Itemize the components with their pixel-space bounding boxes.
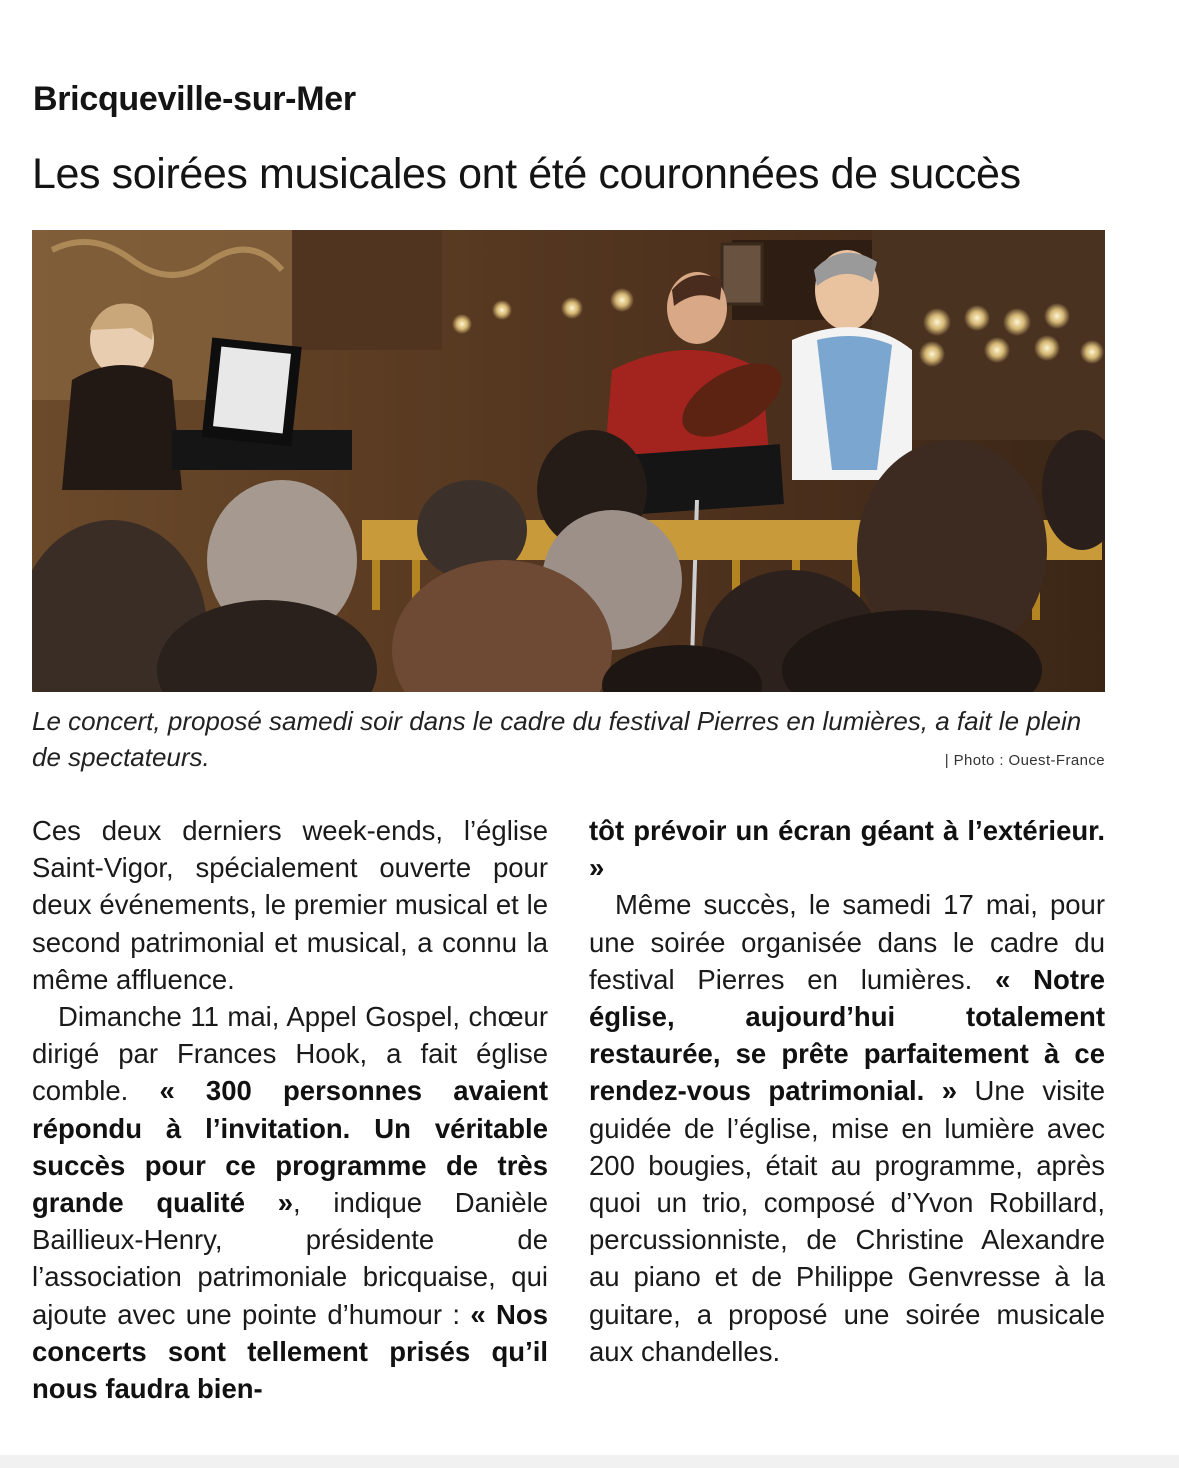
paragraph-text: Une visite guidée de l’église, mise en lumière avec 200 bougies, était au programme, après quoi un trio, composé d’Yvon Robillard, percussionniste, de Christine Alexandre au piano et de Philippe Genvresse à la guitare, a proposé une soirée musicale aux chandelles.	[589, 1075, 1105, 1367]
paragraph: Ces deux derniers week-ends, l’église Saint-Vigor, spécialement ouverte pour deux événements, le premier musical et le second patrimonial et musical, a connu la même affluence.	[32, 815, 548, 995]
photo-credit: | Photo : Ouest-France	[944, 752, 1105, 769]
paragraph-text: , indique Danièle Baillieux-Henry, présidente de l’association patrimoniale bricquaise, qui ajoute avec une pointe d’humour :	[32, 1187, 548, 1330]
paragraph	[32, 998, 548, 1407]
pull-quote: « 300 personnes avaient répondu à l’invitation. Un véritable succès pour ce programme de très grande qualité »	[32, 1075, 548, 1219]
pull-quote: tôt prévoir un écran géant à l’extérieur. »	[589, 815, 1105, 884]
pull-quote: « Nos concerts sont tellement prisés qu’il nous faudra bien-	[32, 1298, 548, 1405]
paragraph	[589, 812, 1105, 886]
body-column-left	[32, 812, 548, 1407]
paragraph-text: Même succès, le samedi 17 mai, pour une soirée organisée dans le cadre du festival Pierres en lumières.	[589, 889, 1105, 995]
pull-quote: « Notre église, aujourd’hui totalement restaurée, se prête parfaitement à ce rendez-vous patrimonial. »	[589, 963, 1105, 1107]
article-headline: Les soirées musicales ont été couronnées de succès	[32, 150, 1021, 198]
article-kicker: Bricqueville-sur-Mer	[33, 80, 356, 118]
concert-photo	[32, 230, 1105, 692]
page-bottom-edge	[0, 1455, 1179, 1468]
paragraph-text: Dimanche 11 mai, Appel Gospel, chœur dirigé par Frances Hook, a fait église comble.	[32, 1001, 548, 1107]
paragraph	[589, 886, 1105, 1370]
photo-caption: Le concert, proposé samedi soir dans le cadre du festival Pierres en lumières, a fait le plein de spectateurs.	[32, 706, 1082, 772]
body-column-right	[589, 812, 1105, 1370]
